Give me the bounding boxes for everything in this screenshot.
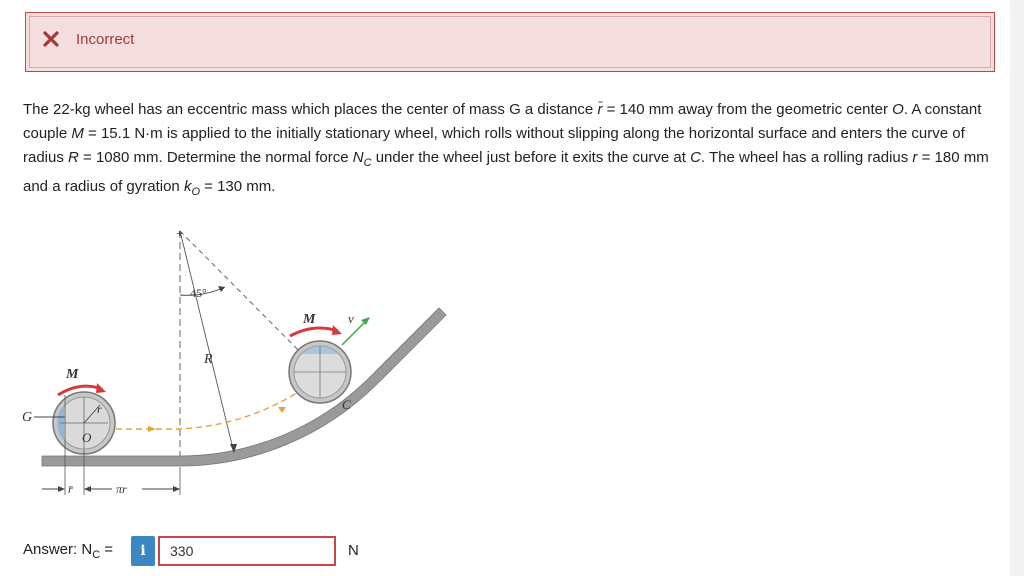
- problem-segment: C: [363, 157, 372, 169]
- problem-figure: [18, 225, 448, 510]
- couple-label-left: M: [66, 367, 79, 382]
- problem-statement: [23, 98, 991, 204]
- pir-arrowhead-right: [173, 486, 180, 492]
- path-arrowhead-curve: [278, 407, 286, 413]
- rbar-arrowhead: [58, 486, 65, 492]
- problem-segment: k: [183, 178, 192, 195]
- x-mark-icon: [42, 30, 60, 48]
- problem-segment: = 1080 mm. Determine the normal force: [78, 149, 353, 166]
- pir-arrowhead-left: [84, 486, 91, 492]
- problem-segment: The 22-kg wheel has an eccentric mass which places the center of mass G a distance: [23, 101, 598, 118]
- point-c-label: C: [342, 397, 351, 412]
- rbar-label: r̄: [68, 482, 73, 496]
- problem-segment: = 130 mm.: [200, 178, 276, 195]
- problem-segment: under the wheel just before it exits the curve at: [371, 149, 691, 166]
- wheel-right: [289, 341, 351, 403]
- rolling-radius-label: r: [97, 402, 102, 416]
- answer-unit: N: [348, 542, 359, 559]
- problem-segment: r̄: [597, 101, 603, 118]
- problem-segment: M: [71, 125, 84, 142]
- answer-label-eq: =: [100, 541, 114, 558]
- feedback-status: Incorrect: [76, 31, 135, 48]
- answer-label-text: Answer: N: [23, 541, 93, 558]
- problem-segment: = 15.1 N·m is applied to the initially stationary wheel, which rolls without slipping along the horizontal surface and enters the curve of radius: [23, 125, 965, 166]
- feedback-banner-inner: [29, 16, 991, 68]
- angle-label: 45°: [190, 286, 207, 300]
- center-label: O: [82, 430, 92, 445]
- problem-segment: . A constant couple: [23, 101, 982, 142]
- mass-center-label: G: [22, 410, 33, 425]
- radius-line-R: [180, 231, 234, 453]
- info-button[interactable]: i: [131, 536, 155, 566]
- couple-arrowhead-right: [332, 325, 342, 335]
- path-arrowhead: [148, 426, 156, 432]
- radius-label: R: [204, 352, 213, 367]
- pivot-mark: +: [176, 226, 183, 240]
- center-path: [96, 375, 323, 429]
- feedback-banner: [25, 12, 995, 72]
- pir-label: πr: [116, 482, 127, 496]
- answer-label-sub: C: [92, 549, 101, 561]
- problem-segment: r: [912, 149, 918, 166]
- couple-arrowhead-left: [96, 383, 106, 393]
- answer-input[interactable]: [158, 536, 336, 566]
- answer-label: [23, 541, 113, 561]
- velocity-arrow: [342, 321, 366, 345]
- couple-label-right: M: [303, 312, 316, 327]
- problem-segment: = 140 mm away from the geometric center: [602, 101, 893, 118]
- problem-segment: . The wheel has a rolling radius: [700, 149, 913, 166]
- problem-segment: R: [68, 149, 79, 166]
- right-scroll-gutter: [1010, 0, 1024, 576]
- problem-segment: = 180 mm and a radius of gyration: [23, 149, 989, 195]
- problem-segment: O: [892, 101, 904, 118]
- velocity-label: v: [348, 311, 354, 326]
- couple-arrow-right: [290, 328, 338, 336]
- problem-segment: C: [690, 149, 701, 166]
- problem-segment: O: [191, 186, 200, 198]
- problem-segment: N: [352, 149, 364, 166]
